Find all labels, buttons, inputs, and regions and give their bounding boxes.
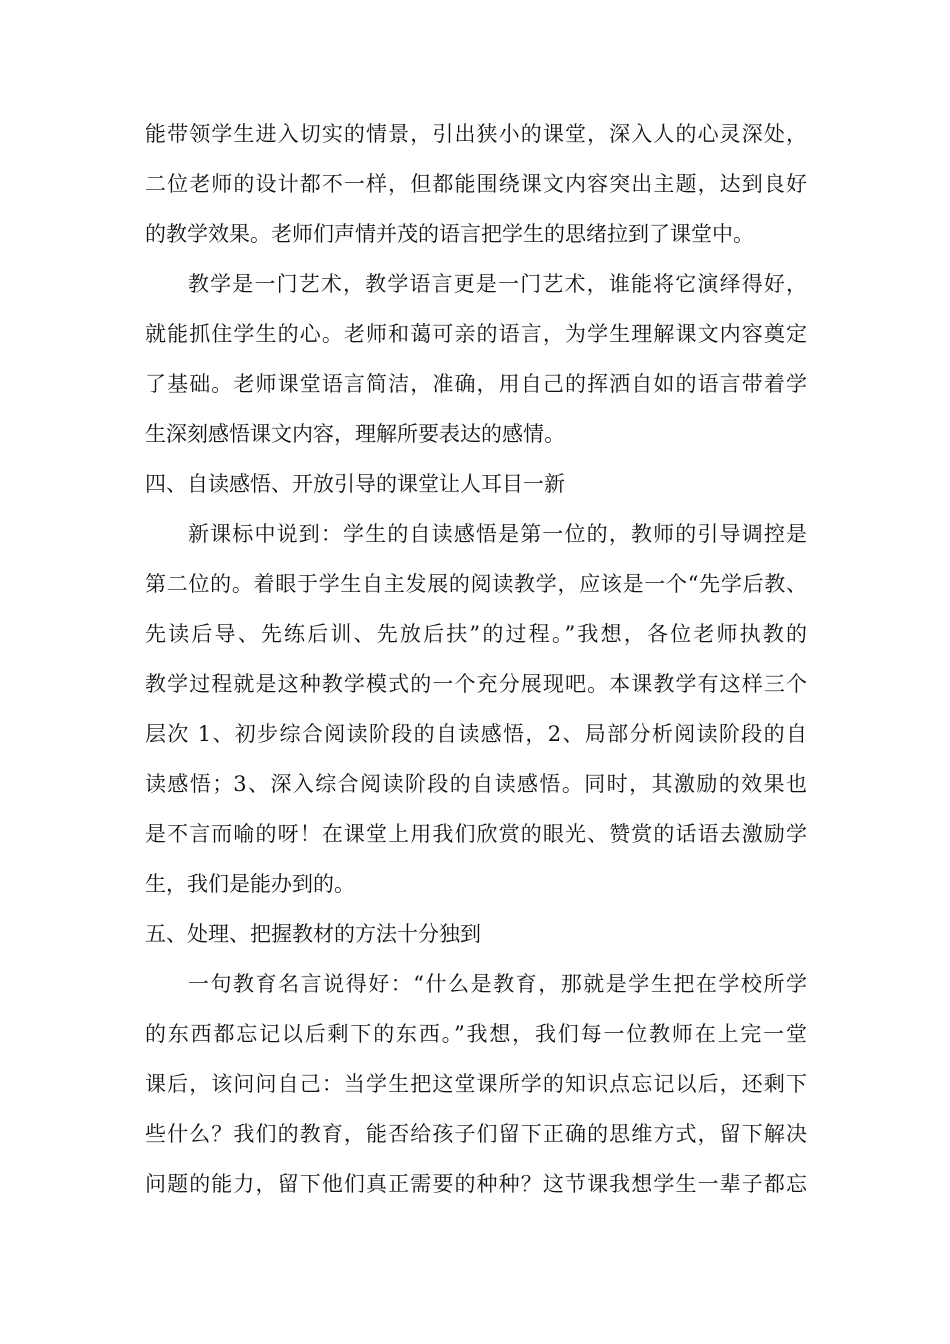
paragraph-line: 二位老师的设计都不一样，但都能围绕课文内容突出主题，达到良好 (145, 172, 807, 196)
paragraph-line: 课后，该问问自己：当学生把这堂课所学的知识点忘记以后，还剩下 (145, 1072, 807, 1096)
paragraph-line: 了基础。老师课堂语言简洁，准确，用自己的挥洒自如的语言带着学 (145, 372, 807, 396)
paragraph-line: 能带领学生进入切实的情景，引出狭小的课堂，深入人的心灵深处， (145, 122, 807, 146)
paragraph-line: 第二位的。着眼于学生自主发展的阅读教学，应该是一个“先学后教、 (145, 572, 807, 596)
paragraph-line: 一句教育名言说得好：“什么是教育，那就是学生把在学校所学 (188, 972, 807, 996)
paragraph-line: 读感悟；3、深入综合阅读阶段的自读感悟。同时，其激励的效果也 (145, 772, 807, 796)
paragraph-line: 生深刻感悟课文内容，理解所要表达的感情。 (145, 422, 565, 446)
section-heading: 四、自读感悟、开放引导的课堂让人耳目一新 (145, 472, 565, 496)
paragraph-line: 教学是一门艺术，教学语言更是一门艺术，谁能将它演绎得好， (188, 272, 807, 296)
paragraph-line: 生，我们是能办到的。 (145, 872, 355, 896)
paragraph-line: 就能抓住学生的心。老师和蔼可亲的语言，为学生理解课文内容奠定 (145, 322, 807, 346)
paragraph-line: 教学过程就是这种教学模式的一个充分展现吧。本课教学有这样三个 (145, 672, 807, 696)
paragraph-line: 的教学效果。老师们声情并茂的语言把学生的思绪拉到了课堂中。 (145, 222, 754, 246)
paragraph-line: 问题的能力，留下他们真正需要的种种？这节课我想学生一辈子都忘 (145, 1172, 807, 1196)
paragraph-line: 层次 1、初步综合阅读阶段的自读感悟，2、局部分析阅读阶段的自 (145, 722, 807, 746)
section-heading: 五、处理、把握教材的方法十分独到 (145, 922, 481, 946)
paragraph-line: 是不言而喻的呀！在课堂上用我们欣赏的眼光、赞赏的话语去激励学 (145, 822, 807, 846)
paragraph-line: 的东西都忘记以后剩下的东西。”我想，我们每一位教师在上完一堂 (145, 1022, 807, 1046)
paragraph-line: 新课标中说到：学生的自读感悟是第一位的，教师的引导调控是 (188, 522, 807, 546)
paragraph-line: 先读后导、先练后训、先放后扶”的过程。”我想，各位老师执教的 (145, 622, 807, 646)
paragraph-line: 些什么？我们的教育，能否给孩子们留下正确的思维方式，留下解决 (145, 1122, 807, 1146)
